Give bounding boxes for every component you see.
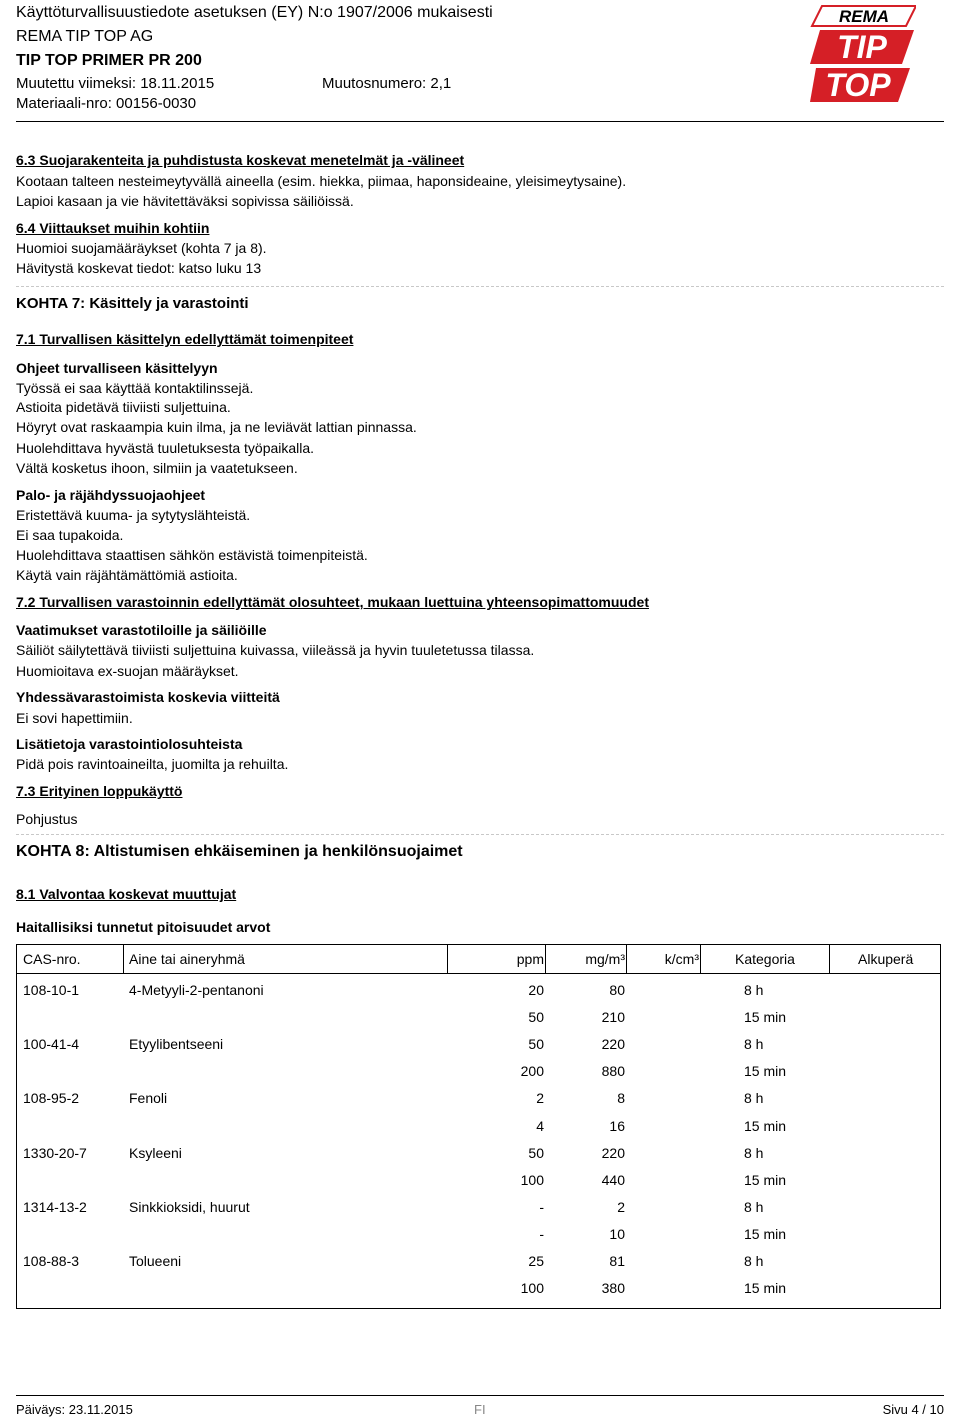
ppm-cell: 2	[536, 1090, 544, 1107]
substance-cell: 4-Metyyli-2-pentanoni	[129, 982, 264, 998]
ppm-cell: 50	[528, 1009, 544, 1026]
ppm-cell: 4	[536, 1117, 544, 1134]
section-8-1-title: 8.1 Valvontaa koskevat muuttujat	[16, 886, 237, 902]
category-cell: 8 h	[744, 982, 764, 998]
column-header: Alkuperä	[858, 951, 914, 967]
category-cell: 8 h	[744, 1036, 764, 1053]
text-line: Huolehdittava staattisen sähkön estävistä toimenpiteistä.	[16, 547, 368, 563]
ppm-cell: 20	[528, 982, 544, 998]
mg-m3-cell: 80	[609, 982, 625, 998]
substance-cell: Etyylibentseeni	[129, 1036, 224, 1053]
category-cell: 8 h	[744, 1253, 764, 1269]
category-cell: 8 h	[744, 1144, 764, 1161]
ppm-cell: 25	[528, 1253, 544, 1269]
section-7-heading: KOHTA 7: Käsittely ja varastointi	[16, 295, 249, 312]
substance-cell: Fenoli	[129, 1090, 168, 1107]
mg-m3-cell: 10	[609, 1225, 625, 1242]
category-cell: 15 min	[744, 1280, 787, 1297]
table-row	[17, 1280, 940, 1300]
ppm-cell: 50	[528, 1144, 544, 1161]
table-row	[17, 1253, 940, 1273]
ppm-cell: 200	[520, 1063, 544, 1080]
mg-m3-cell: 440	[601, 1171, 625, 1188]
table-row	[17, 1118, 940, 1138]
table-row	[17, 1199, 940, 1219]
svg-text:TOP: TOP	[825, 67, 891, 103]
subheading: Ohjeet turvalliseen käsittelyyn	[16, 360, 218, 376]
footer-page-number: Sivu 4 / 10	[882, 1402, 944, 1417]
table-row	[17, 1226, 940, 1246]
category-cell: 8 h	[744, 1090, 764, 1107]
mg-m3-cell: 380	[601, 1280, 625, 1297]
mg-m3-cell: 2	[617, 1198, 625, 1215]
column-header: mg/m³	[585, 951, 625, 967]
table-row	[17, 1172, 940, 1192]
text-line: Hävitystä koskevat tiedot: katso luku 13	[16, 260, 262, 276]
footer-rule	[16, 1395, 944, 1396]
text-line: Huomioitava ex-suojan määräykset.	[16, 663, 239, 679]
svg-text:REMA: REMA	[838, 7, 890, 26]
ppm-cell: 50	[528, 1036, 544, 1053]
section-6-4-title: 6.4 Viittaukset muihin kohtiin	[16, 220, 210, 236]
text-line: Ei sovi hapettimiin.	[16, 710, 133, 726]
mg-m3-cell: 81	[609, 1253, 625, 1269]
mg-m3-cell: 220	[601, 1036, 625, 1053]
ppm-cell: 100	[520, 1171, 544, 1188]
cas-number-cell: 108-88-3	[23, 1253, 80, 1269]
text-line: Höyryt ovat raskaampia kuin ilma, ja ne leviävät lattian pinnassa.	[16, 419, 417, 435]
column-header: k/cm³	[664, 951, 699, 967]
table-row	[17, 982, 940, 1002]
category-cell: 15 min	[744, 1009, 787, 1026]
table-caption: Haitallisiksi tunnetut pitoisuudet arvot	[16, 919, 271, 935]
category-cell: 15 min	[744, 1225, 787, 1242]
mg-m3-cell: 210	[601, 1009, 625, 1026]
footer-date: Päiväys: 23.11.2015	[16, 1402, 133, 1417]
substance-cell: Ksyleeni	[129, 1144, 182, 1161]
substance-cell: Sinkkioksidi, huurut	[129, 1198, 250, 1215]
text-line: Käytä vain räjähtämättömiä astioita.	[16, 567, 238, 583]
svg-text:TIP: TIP	[837, 29, 887, 65]
category-cell: 15 min	[744, 1117, 787, 1134]
mg-m3-cell: 880	[601, 1063, 625, 1080]
revision-number: Muutosnumero: 2,1	[322, 75, 452, 92]
subheading: Vaatimukset varastotiloille ja säiliöille	[16, 622, 267, 638]
text-line: Astioita pidetävä tiiviisti suljettuina.	[16, 399, 231, 415]
table-row	[17, 1036, 940, 1056]
ppm-cell: -	[539, 1198, 544, 1215]
text-line: Työssä ei saa käyttää kontaktilinssejä.	[16, 380, 254, 396]
text-line: Huolehdittava hyvästä tuuletuksesta työpaikalla.	[16, 440, 315, 456]
column-header: Kategoria	[735, 951, 795, 967]
section-7-3-title: 7.3 Erityinen loppukäyttö	[16, 783, 183, 799]
cas-number-cell: 108-95-2	[23, 1090, 80, 1107]
table-row	[17, 1145, 940, 1165]
substance-cell: Tolueeni	[129, 1253, 182, 1269]
company-name: REMA TIP TOP AG	[16, 28, 154, 45]
category-cell: 15 min	[744, 1063, 787, 1080]
column-header: CAS-nro.	[23, 951, 81, 967]
section-divider	[16, 286, 944, 287]
modified-date: Muutettu viimeksi: 18.11.2015	[16, 75, 215, 92]
subheading: Yhdessävarastoimista koskevia viitteitä	[16, 689, 280, 705]
cas-number-cell: 108-10-1	[23, 982, 80, 998]
text-line: Säiliöt säilytettävä tiiviisti suljettuina kuivassa, viileässä ja hyvin tuuletetussa tilassa.	[16, 642, 535, 658]
footer-language: FI	[474, 1402, 486, 1417]
ppm-cell: -	[539, 1225, 544, 1242]
column-header: Aine tai aineryhmä	[129, 951, 245, 967]
table-row	[17, 1009, 940, 1029]
section-divider	[16, 834, 944, 835]
mg-m3-cell: 16	[609, 1117, 625, 1134]
mg-m3-cell: 8	[617, 1090, 625, 1107]
text-line: Eristettävä kuuma- ja sytytyslähteistä.	[16, 507, 251, 523]
text-line: Lapioi kasaan ja vie hävitettäväksi sopivissa säiliöissä.	[16, 193, 354, 209]
text-line: Pidä pois ravintoaineilta, juomilta ja rehuilta.	[16, 756, 289, 772]
category-cell: 8 h	[744, 1198, 764, 1215]
rema-tip-top-logo	[810, 2, 916, 106]
header-rule	[16, 121, 944, 122]
text-line: Kootaan talteen nesteimeytyvällä aineella (esim. hiekka, piimaa, haponsideaine, yleisimeytysaine).	[16, 173, 627, 189]
section-7-1-title: 7.1 Turvallisen käsittelyn edellyttämät toimenpiteet	[16, 331, 354, 347]
material-number: Materiaali-nro: 00156-0030	[16, 95, 197, 112]
ppm-cell: 100	[520, 1280, 544, 1297]
table-header-row	[17, 945, 940, 974]
section-8-heading: KOHTA 8: Altistumisen ehkäiseminen ja henkilönsuojaimet	[16, 843, 463, 860]
cas-number-cell: 1330-20-7	[23, 1144, 87, 1161]
doc-title: Käyttöturvallisuustiedote asetuksen (EY) N:o 1907/2006 mukaisesti	[16, 4, 493, 21]
section-7-2-title: 7.2 Turvallisen varastoinnin edellyttämät olosuhteet, mukaan luettuina yhteensopimattomuudet	[16, 594, 649, 610]
subheading: Palo- ja räjähdyssuojaohjeet	[16, 487, 206, 503]
subheading: Lisätietoja varastointiolosuhteista	[16, 736, 243, 752]
text-line: Pohjustus	[16, 811, 78, 827]
category-cell: 15 min	[744, 1171, 787, 1188]
text-line: Huomioi suojamääräykset (kohta 7 ja 8).	[16, 240, 267, 256]
cas-number-cell: 100-41-4	[23, 1036, 80, 1053]
table-row	[17, 1063, 940, 1083]
column-header: ppm	[516, 951, 544, 967]
text-line: Vältä kosketus ihoon, silmiin ja vaatetukseen.	[16, 460, 298, 476]
text-line: Ei saa tupakoida.	[16, 527, 124, 543]
mg-m3-cell: 220	[601, 1144, 625, 1161]
table-row	[17, 1090, 940, 1110]
product-name: TIP TOP PRIMER PR 200	[16, 52, 202, 69]
cas-number-cell: 1314-13-2	[23, 1198, 87, 1215]
exposure-limits-table	[16, 944, 941, 1309]
section-6-3-title: 6.3 Suojarakenteita ja puhdistusta koskevat menetelmät ja -välineet	[16, 152, 465, 168]
